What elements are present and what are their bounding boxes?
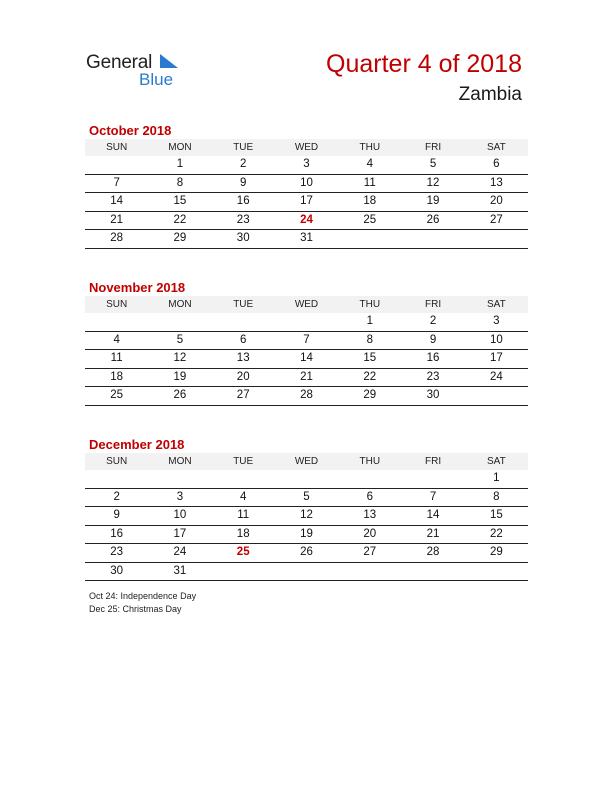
month-november	[85, 279, 528, 406]
day-cell	[465, 387, 528, 406]
day-cell: 23	[401, 368, 464, 387]
day-cell: 6	[338, 488, 401, 507]
day-cell: 12	[148, 350, 211, 369]
holiday-notes	[89, 590, 196, 616]
week-row	[85, 174, 528, 193]
day-cell: 2	[212, 156, 275, 174]
day-cell: 13	[338, 507, 401, 526]
day-cell: 30	[85, 562, 148, 581]
week-row	[85, 562, 528, 581]
week-row	[85, 507, 528, 526]
day-cell: 3	[275, 156, 338, 174]
day-cell: 25	[212, 544, 275, 563]
week-row	[85, 544, 528, 563]
day-cell	[338, 562, 401, 581]
day-cell: 4	[85, 331, 148, 350]
day-cell	[85, 313, 148, 331]
week-row	[85, 470, 528, 488]
day-cell	[275, 313, 338, 331]
day-cell: 18	[338, 193, 401, 212]
day-cell: 13	[465, 174, 528, 193]
day-cell: 15	[465, 507, 528, 526]
logo-general-text: General	[86, 52, 153, 73]
weekday-header: MON	[148, 139, 211, 156]
day-cell: 9	[401, 331, 464, 350]
day-cell: 20	[338, 525, 401, 544]
weekday-header: SAT	[465, 296, 528, 313]
day-cell: 5	[275, 488, 338, 507]
day-cell	[212, 562, 275, 581]
day-cell	[212, 313, 275, 331]
day-cell: 5	[148, 331, 211, 350]
day-cell	[85, 470, 148, 488]
day-cell: 11	[212, 507, 275, 526]
day-cell: 2	[85, 488, 148, 507]
day-cell: 2	[401, 313, 464, 331]
day-cell: 3	[465, 313, 528, 331]
day-cell: 8	[465, 488, 528, 507]
weekday-header: FRI	[401, 139, 464, 156]
day-cell	[465, 230, 528, 249]
page-title: Quarter 4 of 2018	[326, 50, 522, 78]
day-cell: 6	[212, 331, 275, 350]
weekday-header: TUE	[212, 296, 275, 313]
day-cell: 7	[275, 331, 338, 350]
day-cell: 5	[401, 156, 464, 174]
day-cell: 28	[85, 230, 148, 249]
day-cell: 9	[85, 507, 148, 526]
day-cell: 8	[148, 174, 211, 193]
country-name: Zambia	[458, 84, 522, 105]
week-row	[85, 387, 528, 406]
day-cell: 11	[338, 174, 401, 193]
day-cell: 3	[148, 488, 211, 507]
day-cell: 7	[85, 174, 148, 193]
day-cell: 21	[401, 525, 464, 544]
day-cell: 10	[148, 507, 211, 526]
weekday-header: SUN	[85, 139, 148, 156]
day-cell: 7	[401, 488, 464, 507]
day-cell: 29	[338, 387, 401, 406]
day-cell: 19	[401, 193, 464, 212]
day-cell: 6	[465, 156, 528, 174]
month-december	[85, 436, 528, 581]
day-cell: 10	[465, 331, 528, 350]
weekday-header: MON	[148, 453, 211, 470]
brand-logo	[86, 50, 196, 90]
day-cell: 24	[148, 544, 211, 563]
day-cell: 4	[212, 488, 275, 507]
day-cell: 26	[275, 544, 338, 563]
day-cell	[275, 562, 338, 581]
day-cell: 14	[275, 350, 338, 369]
day-cell: 23	[85, 544, 148, 563]
weekday-header: SUN	[85, 453, 148, 470]
day-cell: 1	[338, 313, 401, 331]
day-cell	[275, 470, 338, 488]
week-row	[85, 313, 528, 331]
day-cell: 31	[148, 562, 211, 581]
calendar-grid	[85, 139, 528, 249]
weekday-header: FRI	[401, 453, 464, 470]
weekday-header: THU	[338, 139, 401, 156]
day-cell: 29	[148, 230, 211, 249]
week-row	[85, 525, 528, 544]
day-cell: 15	[338, 350, 401, 369]
day-cell: 15	[148, 193, 211, 212]
day-cell	[85, 156, 148, 174]
day-cell: 11	[85, 350, 148, 369]
weekday-header: FRI	[401, 296, 464, 313]
week-row	[85, 211, 528, 230]
day-cell: 12	[401, 174, 464, 193]
day-cell: 18	[212, 525, 275, 544]
calendar-grid	[85, 453, 528, 581]
day-cell: 14	[401, 507, 464, 526]
month-title: November 2018	[89, 280, 186, 295]
month-october	[85, 122, 528, 249]
weekday-header: TUE	[212, 453, 275, 470]
day-cell: 14	[85, 193, 148, 212]
day-cell: 24	[465, 368, 528, 387]
holiday-note: Dec 25: Christmas Day	[89, 604, 182, 614]
day-cell: 19	[275, 525, 338, 544]
day-cell: 26	[401, 211, 464, 230]
weekday-header: THU	[338, 453, 401, 470]
day-cell: 19	[148, 368, 211, 387]
day-cell: 22	[148, 211, 211, 230]
day-cell	[401, 230, 464, 249]
day-cell: 27	[212, 387, 275, 406]
day-cell: 16	[212, 193, 275, 212]
day-cell: 12	[275, 507, 338, 526]
week-row	[85, 230, 528, 249]
weekday-header: WED	[275, 453, 338, 470]
day-cell	[212, 470, 275, 488]
day-cell: 31	[275, 230, 338, 249]
day-cell: 30	[401, 387, 464, 406]
day-cell	[401, 562, 464, 581]
day-cell: 22	[465, 525, 528, 544]
day-cell: 18	[85, 368, 148, 387]
week-row	[85, 350, 528, 369]
day-cell: 20	[465, 193, 528, 212]
day-cell: 8	[338, 331, 401, 350]
day-cell	[338, 470, 401, 488]
day-cell	[148, 313, 211, 331]
day-cell: 1	[465, 470, 528, 488]
day-cell: 24	[275, 211, 338, 230]
day-cell: 17	[275, 193, 338, 212]
day-cell: 10	[275, 174, 338, 193]
day-cell	[401, 470, 464, 488]
day-cell: 25	[85, 387, 148, 406]
weekday-header: SAT	[465, 453, 528, 470]
day-cell: 26	[148, 387, 211, 406]
day-cell: 1	[148, 156, 211, 174]
day-cell: 28	[401, 544, 464, 563]
week-row	[85, 368, 528, 387]
day-cell	[465, 562, 528, 581]
day-cell: 28	[275, 387, 338, 406]
day-cell: 29	[465, 544, 528, 563]
logo-flag-icon	[160, 54, 178, 68]
month-title: December 2018	[89, 437, 185, 452]
day-cell: 22	[338, 368, 401, 387]
day-cell: 16	[85, 525, 148, 544]
day-cell: 21	[275, 368, 338, 387]
calendar-grid	[85, 296, 528, 406]
holiday-note: Oct 24: Independence Day	[89, 591, 197, 601]
day-cell	[148, 470, 211, 488]
week-row	[85, 331, 528, 350]
day-cell: 27	[338, 544, 401, 563]
week-row	[85, 488, 528, 507]
day-cell: 20	[212, 368, 275, 387]
week-row	[85, 156, 528, 174]
day-cell: 16	[401, 350, 464, 369]
weekday-header: MON	[148, 296, 211, 313]
logo-blue-text: Blue	[139, 70, 174, 89]
day-cell: 21	[85, 211, 148, 230]
week-row	[85, 193, 528, 212]
day-cell: 25	[338, 211, 401, 230]
day-cell: 13	[212, 350, 275, 369]
day-cell: 17	[148, 525, 211, 544]
weekday-header: WED	[275, 296, 338, 313]
weekday-header: TUE	[212, 139, 275, 156]
day-cell: 17	[465, 350, 528, 369]
day-cell: 30	[212, 230, 275, 249]
weekday-header: SAT	[465, 139, 528, 156]
month-title: October 2018	[89, 123, 172, 138]
weekday-header: THU	[338, 296, 401, 313]
day-cell: 23	[212, 211, 275, 230]
day-cell	[338, 230, 401, 249]
weekday-header: SUN	[85, 296, 148, 313]
day-cell: 9	[212, 174, 275, 193]
day-cell: 27	[465, 211, 528, 230]
weekday-header: WED	[275, 139, 338, 156]
day-cell: 4	[338, 156, 401, 174]
